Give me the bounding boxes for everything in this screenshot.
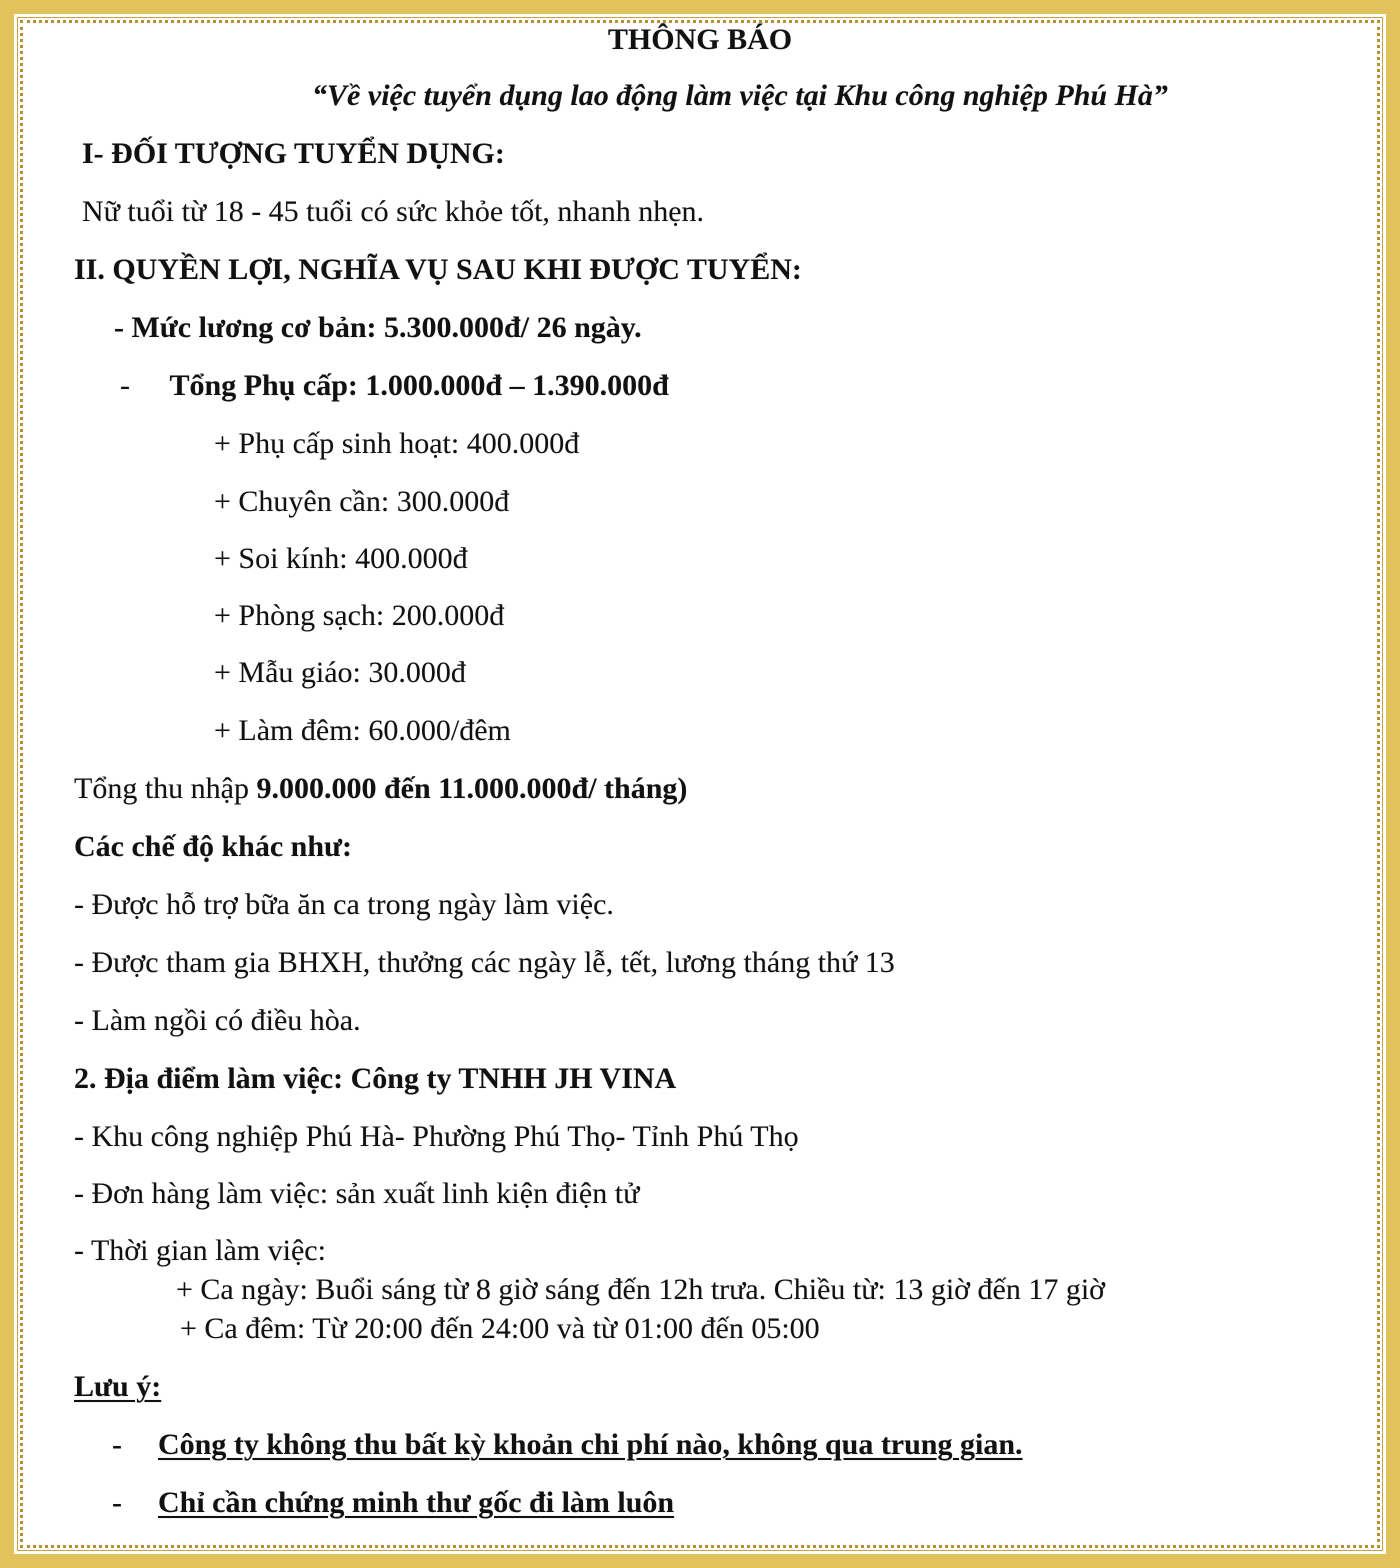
section2-heading: II. QUYỀN LỢI, NGHĨA VỤ SAU KHI ĐƯỢC TUYỂN: [74, 253, 802, 286]
benefit-item: - Được tham gia BHXH, thưởng các ngày lễ, tết, lương tháng thứ 13 [74, 946, 895, 979]
section1-text: Nữ tuổi từ 18 - 45 tuổi có sức khỏe tốt, nhanh nhẹn. [82, 195, 705, 228]
note-dash: - [112, 1428, 122, 1461]
location-address: - Khu công nghiệp Phú Hà- Phường Phú Thọ- Tỉnh Phú Thọ [74, 1120, 799, 1153]
total-income-value: 9.000.000 đến 11.000.000đ/ tháng) [256, 772, 688, 805]
section1-heading: I- ĐỐI TƯỢNG TUYỂN DỤNG: [82, 137, 505, 170]
total-income-prefix: Tổng thu nhập [74, 772, 257, 805]
work-order: - Đơn hàng làm việc: sản xuất linh kiện điện tử [74, 1177, 640, 1210]
allowance-dash: - [120, 369, 130, 402]
benefit-item: - Được hỗ trợ bữa ăn ca trong ngày làm việc. [74, 888, 614, 921]
allowance-row [120, 368, 669, 404]
allowance-value: : 1.000.000đ – 1.390.000đ [347, 369, 669, 402]
note-item: Chỉ cần chứng minh thư gốc đi làm luôn [158, 1486, 675, 1519]
allowance-item: + Soi kính: 400.000đ [214, 542, 468, 575]
allowance-item: + Mẫu giáo: 30.000đ [214, 656, 466, 689]
allowance-item: + Làm đêm: 60.000/đêm [214, 714, 511, 747]
allowance-item: + Phụ cấp sinh hoạt: 400.000đ [214, 427, 580, 460]
location-heading: 2. Địa điểm làm việc: Công ty TNHH JH VINA [74, 1062, 677, 1095]
base-salary: - Mức lương cơ bản: 5.300.000đ/ 26 ngày. [114, 311, 642, 344]
allowance-item: + Chuyên cần: 300.000đ [214, 485, 510, 518]
benefit-item: - Làm ngồi có điều hòa. [74, 1004, 361, 1037]
working-hours-label: - Thời gian làm việc: [74, 1234, 326, 1267]
note-heading: Lưu ý: [74, 1370, 162, 1403]
note-item: Công ty không thu bất kỳ khoản chi phí nào, không qua trung gian. [158, 1428, 1023, 1461]
allowance-item: + Phòng sạch: 200.000đ [214, 599, 505, 632]
note-dash: - [112, 1486, 122, 1519]
other-benefits-heading: Các chế độ khác như: [74, 830, 353, 863]
page-subtitle: “Về việc tuyển dụng lao động làm việc tại Khu công nghiệp Phú Hà” [312, 79, 1168, 112]
day-shift: + Ca ngày: Buổi sáng từ 8 giờ sáng đến 12h trưa. Chiều từ: 13 giờ đến 17 giờ [176, 1273, 1106, 1306]
allowance-label: Tổng Phụ cấp [169, 369, 348, 402]
total-income [74, 771, 687, 807]
page-title: THÔNG BÁO [607, 23, 793, 56]
night-shift: + Ca đêm: Từ 20:00 đến 24:00 và từ 01:00 đến 05:00 [180, 1312, 820, 1345]
